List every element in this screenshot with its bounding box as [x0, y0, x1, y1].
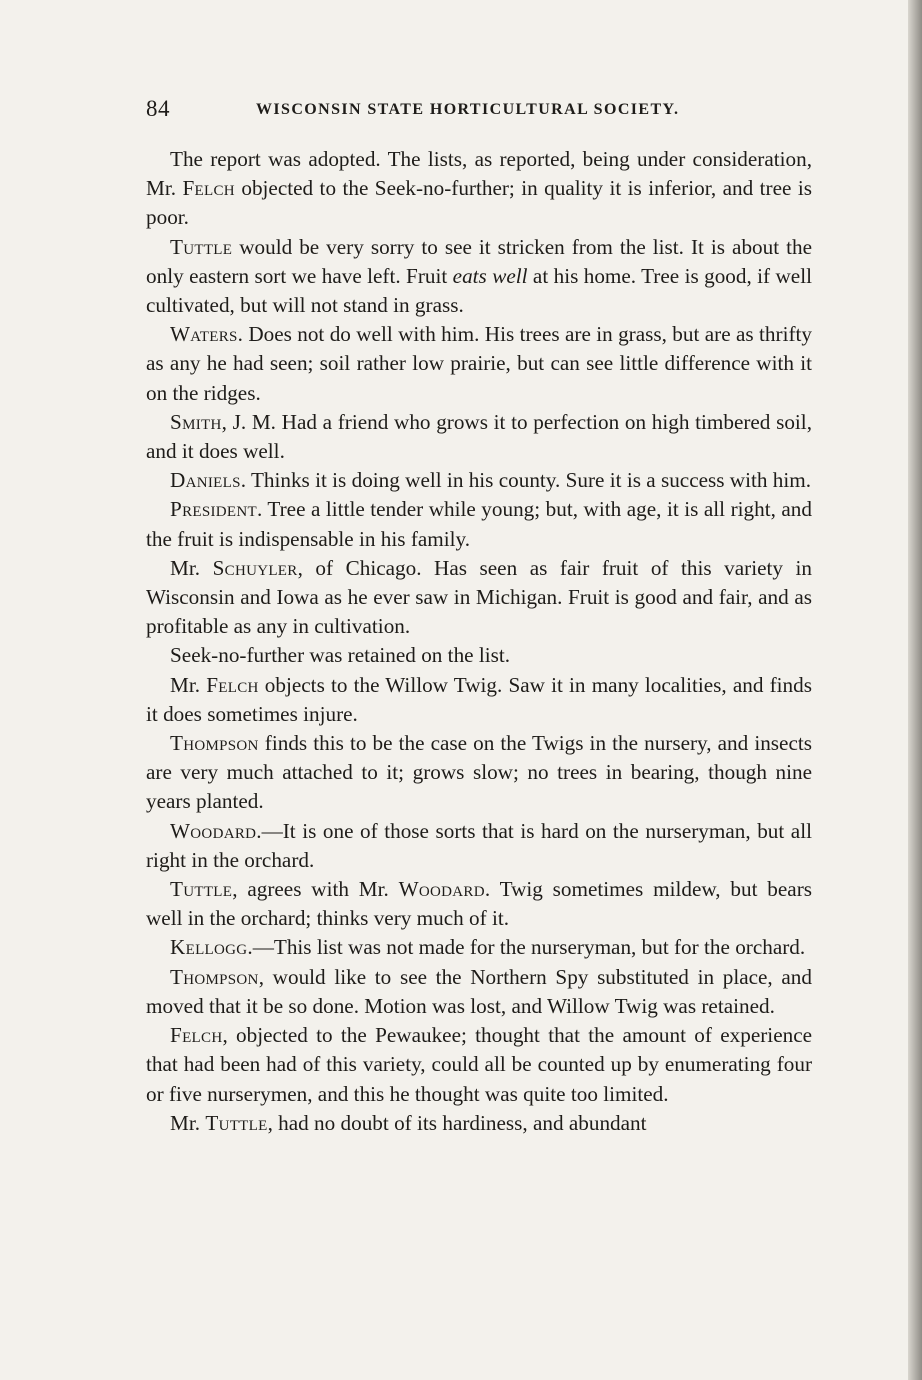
paragraph-text: Seek-no-further was retained on the list. [170, 643, 511, 668]
paragraph [146, 963, 812, 1021]
paragraph-text: .—It is one of those sorts that is hard on the nurseryman, but all right in the orchard. [146, 818, 812, 872]
paragraph-text: , objected to the Pewaukee; thought that the amount of experience that had been had of this variety, could all be counted up by enumerating four or five nurserymen, and this he thought was quite too limited. [146, 1023, 812, 1106]
speaker-name: Smith [170, 409, 222, 434]
page-edge-shadow [908, 0, 922, 1380]
speaker-name: Thompson [170, 964, 259, 989]
paragraph [146, 320, 812, 408]
speaker-name: Felch [170, 1023, 223, 1048]
paragraph [146, 495, 812, 553]
speaker-name: Tuttle [170, 234, 233, 259]
paragraph [146, 729, 812, 817]
page-header [146, 92, 814, 128]
speaker-name: Tuttle [205, 1110, 268, 1135]
paragraph [146, 233, 812, 321]
paragraph-text: Mr. [170, 555, 213, 580]
body-text [146, 145, 812, 1138]
speaker-name: Woodard [398, 877, 485, 902]
speaker-name: President [170, 497, 257, 522]
paragraph-text: would be very sorry to see it stricken from the list. It is about the only eastern sort we have left. Fruit [146, 234, 812, 288]
paragraph-text: , agrees with Mr. [232, 877, 399, 902]
paragraph-text: , would like to see the Northern Spy substituted in place, and moved that it be so done. Motion was lost, and Willow Twig was retained. [146, 964, 812, 1018]
speaker-name: Tuttle [170, 877, 233, 902]
speaker-name: Felch [206, 672, 259, 697]
speaker-name: Woodard [170, 818, 257, 843]
paragraph-text: at his home. Tree is good, if well cultivated, but will not stand in grass. [146, 263, 812, 318]
paragraph-text: Mr. [170, 1110, 206, 1135]
speaker-name: Waters [170, 322, 238, 347]
paragraph [146, 1109, 812, 1138]
paragraph-text: , J. M. Had a friend who grows it to perfection on high timbered soil, and it does well. [146, 409, 812, 464]
paragraph [146, 466, 812, 495]
speaker-name: Thompson [170, 731, 259, 756]
paragraph [146, 817, 812, 875]
running-head: WISCONSIN STATE HORTICULTURAL SOCIETY. [256, 101, 680, 118]
paragraph [146, 1021, 812, 1109]
speaker-name: Schuyler [212, 555, 298, 580]
paragraph-text: , of Chicago. Has seen as fair fruit of this variety in Wisconsin and Iowa as he ever saw in Michigan. Fruit is good and fair, and as profitable as any in cultivation. [146, 555, 812, 639]
paragraph-text: objected to the Seek-no-further; in quality it is inferior, and tree is poor. [146, 176, 812, 230]
paragraph-text: . Twig sometimes mildew, but bears well in the orchard; thinks very much of it. [146, 877, 812, 931]
paragraph-text: . Tree a little tender while young; but, with age, it is all right, and the fruit is indispensable in his family. [146, 497, 812, 551]
paragraph-text: , had no doubt of its hardiness, and abundant [267, 1110, 647, 1135]
paragraph [146, 408, 812, 466]
emphasis-text: eats well [452, 263, 528, 288]
paragraph-text: . Thinks it is doing well in his county. Sure it is a success with him. [240, 468, 812, 493]
paragraph-text: . Does not do well with him. His trees are in grass, but are as thrifty as any he had seen; soil rather low prairie, but can see little difference with it on the ridges. [146, 322, 812, 405]
speaker-name: Kellogg [170, 935, 248, 960]
paragraph [146, 554, 812, 642]
paragraph [146, 671, 812, 729]
paragraph-text: Mr. [170, 672, 207, 697]
paragraph-text: objects to the Willow Twig. Saw it in many localities, and finds it does sometimes injure. [146, 672, 812, 726]
page-number: 84 [146, 96, 170, 121]
paragraph-text: The report was adopted. The lists, as reported, being under consideration, Mr. [146, 147, 812, 201]
speaker-name: Felch [182, 176, 235, 201]
paragraph-text: finds this to be the case on the Twigs in the nursery, and insects are very much attached to it; grows slow; no trees in bearing, though nine years planted. [146, 731, 812, 814]
paragraph-text: .—This list was not made for the nurseryman, but for the orchard. [247, 935, 806, 960]
paragraph [146, 145, 812, 233]
paragraph [146, 875, 812, 933]
paragraph [146, 641, 812, 670]
speaker-name: Daniels [170, 468, 241, 493]
paragraph [146, 933, 812, 962]
